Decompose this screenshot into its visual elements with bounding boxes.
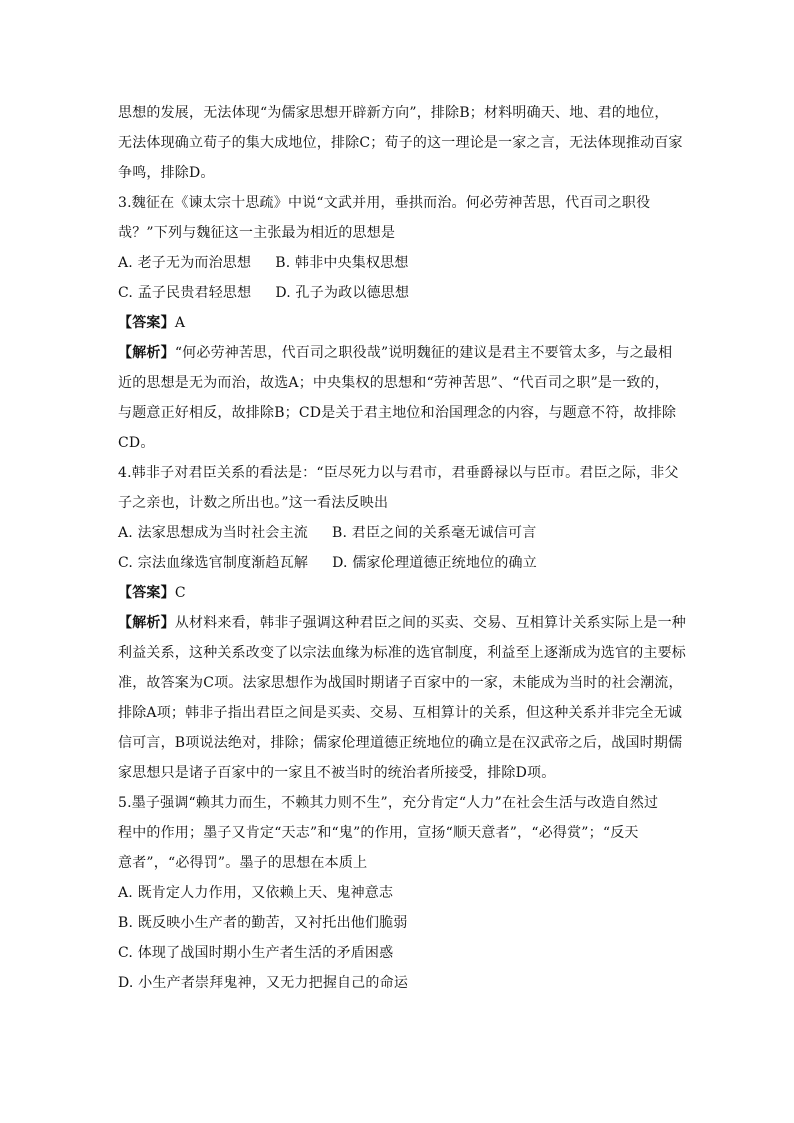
document-page — [118, 98, 687, 998]
analysis-text: “何必劳神苦思，代百司之职役哉”说明魏征的建议是君主不要管太多，与之最相 — [174, 345, 673, 361]
option-b: B. 既反映小生产者的勤苦，又衬托出他们脆弱 — [118, 915, 408, 931]
answer-value: A — [174, 315, 186, 331]
text-line: 思想的发展，无法体现“为儒家思想开辟新方向”，排除B；材料明确天、地、君的地位， — [118, 105, 669, 121]
analysis-line: 与题意正好相反，故排除B；CD是关于君主地位和治国理念的内容，与题意不符，故排除 — [118, 405, 677, 421]
question-3-stem: 3.魏征在《谏太宗十思疏》中说“文武并用，垂拱而治。何必劳神苦思，代百司之职役 — [118, 195, 651, 211]
question-4-options-row — [118, 518, 683, 548]
option-c: C. 宗法血缘选官制度渐趋瓦解 — [118, 555, 309, 571]
answer-value: C — [174, 585, 186, 601]
option-a: A. 既肯定人力作用，又依赖上天、鬼神意志 — [118, 885, 394, 901]
question-5-stem: 程中的作用；墨子又肯定“天志”和“鬼”的作用，宣扬“顺天意者”，“必得赏”；“反天 — [118, 825, 639, 841]
question-5-stem: 意者”，“必得罚”。墨子的思想在本质上 — [118, 855, 368, 871]
analysis-text: 从材料来看，韩非子强调这种君臣之间的买卖、交易、互相算计关系实际上是一种 — [174, 615, 687, 631]
question-5-stem: 5.墨子强调“赖其力而生，不赖其力则不生”，充分肯定“人力”在社会生活与改造自然过 — [118, 795, 659, 811]
option-d: D. 儒家伦理道德正统地位的确立 — [332, 555, 537, 571]
analysis-line: CD。 — [118, 435, 155, 451]
question-3-analysis — [118, 338, 683, 368]
analysis-line: 利益关系，这种关系改变了以宗法血缘为标准的选官制度，利益至上逐渐成为选官的主要标 — [118, 645, 686, 661]
analysis-line: 信可言，B项说法绝对，排除；儒家伦理道德正统地位的确立是在汉武帝之后，战国时期儒 — [118, 735, 683, 751]
question-4-analysis — [118, 608, 687, 638]
option-d: D. 小生产者崇拜鬼神，又无力把握自己的命运 — [118, 975, 409, 991]
question-3-options-row — [118, 278, 683, 308]
option-a: A. 老子无为而治思想 — [118, 255, 252, 271]
answer-label: 【答案】 — [118, 315, 175, 331]
text-line: 争鸣，排除D。 — [118, 165, 215, 181]
analysis-line: 准，故答案为C项。法家思想作为战国时期诸子百家中的一家，未能成为当时的社会潮流， — [118, 675, 683, 691]
analysis-line: 近的思想是无为而治，故选A；中央集权的思想和“劳神苦思”、“代百司之职”是一致的， — [118, 375, 669, 391]
answer-label: 【答案】 — [118, 585, 175, 601]
question-4-options-row — [118, 548, 683, 578]
analysis-label: 【解析】 — [118, 615, 175, 631]
option-c: C. 孟子民贵君轻思想 — [118, 285, 252, 301]
question-3-options-row — [118, 248, 683, 278]
analysis-line: 家思想只是诸子百家中的一家且不被当时的统治者所接受，排除D项。 — [118, 765, 556, 781]
question-4-stem: 4.韩非子对君臣关系的看法是：“臣尽死力以与君市，君垂爵禄以与臣市。君臣之际，非父 — [118, 465, 679, 481]
option-b: B. 韩非中央集权思想 — [275, 255, 409, 271]
question-4-stem: 子之亲也，计数之所出也。”这一看法反映出 — [118, 495, 389, 511]
text-line: 无法体现确立荀子的集大成地位，排除C；荀子的这一理论是一家之言，无法体现推动百家 — [118, 135, 683, 151]
option-b: B. 君臣之间的关系毫无诚信可言 — [332, 525, 537, 541]
option-d: D. 孔子为政以德思想 — [275, 285, 410, 301]
question-3-answer — [118, 308, 683, 338]
analysis-label: 【解析】 — [118, 345, 175, 361]
option-a: A. 法家思想成为当时社会主流 — [118, 525, 309, 541]
question-3-stem: 哉？”下列与魏征这一主张最为相近的思想是 — [118, 225, 396, 241]
analysis-line: 排除A项；韩非子指出君臣之间是买卖、交易、互相算计的关系，但这种关系并非完全无诚 — [118, 705, 683, 721]
option-c: C. 体现了战国时期小生产者生活的矛盾困惑 — [118, 945, 394, 961]
question-4-answer — [118, 578, 683, 608]
